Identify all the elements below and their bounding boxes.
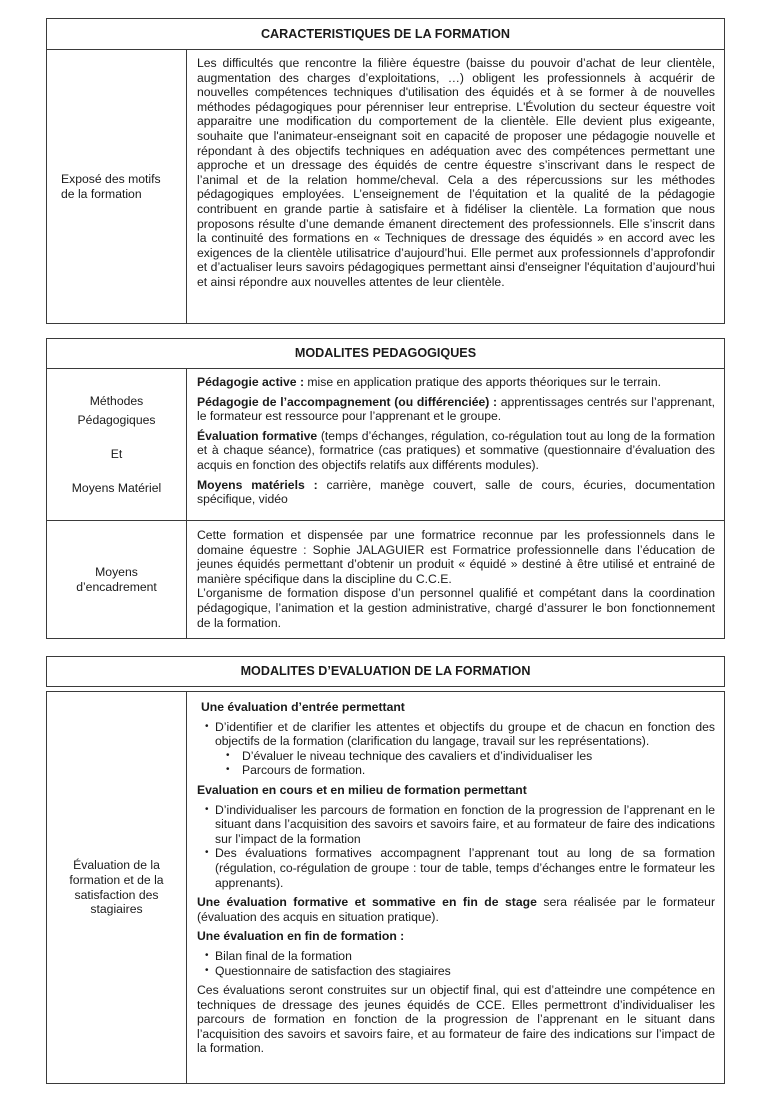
- caracteristiques-title: CARACTERISTIQUES DE LA FORMATION: [47, 19, 724, 50]
- methode-item: Évaluation formative (temps d’échanges, régulation, co-régulation tout au long de la formation et à chaque séance), formatrice (cas pratiques) et sommative (questionnaire d’évaluation des acquis en fonction des objectifs relatifs aux différents modules).: [197, 428, 715, 472]
- encadrement-text-1: Cette formation et dispensée par une formatrice reconnue par les professionnels dans le domaine équestre : Sophie JALAGUIER est Formatrice professionnelle dans l’éducation de jeunes équidés permettant d’obtenir un produit « équidé » destiné à être utilisé et entrainé de manière spécifique dans la discipline du C.C.E.: [197, 528, 715, 586]
- list-item: • D’évaluer le niveau technique des cavaliers et d’individualiser les: [197, 749, 715, 764]
- list-item: • Parcours de formation.: [197, 763, 715, 778]
- row-label-methodes: [47, 369, 187, 520]
- modalites-table: [46, 338, 725, 639]
- list-item: • Bilan final de la formation: [205, 949, 715, 964]
- table-row: [47, 692, 724, 1083]
- list-item: • D’identifier et de clarifier les attentes et objectifs du groupe et de chacun en fonction des objectifs de la formation (clarification du langage, travail sur les représentations).: [205, 720, 715, 749]
- evaluation-title: MODALITES D’EVALUATION DE LA FORMATION: [240, 664, 531, 679]
- row-label: Exposé des motifs de la formation: [47, 50, 187, 323]
- row-content: [187, 521, 724, 638]
- methode-item: Moyens matériels : carrière, manège couvert, salle de cours, écuries, documentation spécifique, vidéo: [197, 477, 716, 507]
- row-content: [187, 692, 724, 1083]
- fin-stage-paragraph: Une évaluation formative et sommative en fin de stage sera réalisée par le formateur (évaluation des acquis en situation pratique).: [197, 895, 716, 924]
- row-content: [187, 369, 724, 520]
- row-label-evaluation: Évaluation de la formation et de la satisfaction des stagiaires: [47, 692, 187, 1083]
- en-cours-list: [205, 803, 715, 891]
- label-line: Moyens Matériel: [71, 480, 162, 495]
- label-line: Pédagogiques: [77, 413, 156, 428]
- en-cours-heading: Evaluation en cours et en milieu de formation permettant: [197, 782, 527, 797]
- entree-list: [205, 720, 715, 749]
- conclusion-paragraph: Ces évaluations seront construites sur un objectif final, qui est d’atteindre une compétence en techniques de dressage des jeunes équidés de CCE. Elles permettront d’individualiser les parcours de formation en fonction de la progression de l’apprenant en le situant dans l’acquisition des savoirs et savoirs faire, et au formateur de faire des indications sur l’impact de la formation.: [197, 983, 715, 1056]
- encadrement-text-2: L’organisme de formation dispose d’un personnel qualifié et compétant dans la coordination pédagogique, l’animation et la gestion administrative, chargé d’assurer le bon fonctionnement de la formation.: [197, 586, 715, 630]
- list-item: • Questionnaire de satisfaction des stagiaires: [205, 964, 715, 979]
- fin-formation-heading: Une évaluation en fin de formation :: [197, 929, 405, 944]
- list-item: • Des évaluations formatives accompagnent l’apprenant tout au long de sa formation (régulation, co-régulation de groupe : tour de table, temps d’échanges entre le formateur les apprenants).: [205, 846, 715, 890]
- evaluation-header-box: [46, 656, 725, 687]
- caracteristiques-table: [46, 18, 725, 324]
- methode-item: Pédagogie de l’accompagnement (ou différenciée) : apprentissages centrés sur l’apprenant, le formateur est ressource pour l’apprenant et le groupe.: [197, 394, 716, 424]
- methode-item: Pédagogie active : mise en application pratique des apports théoriques sur le terrain.: [197, 375, 662, 389]
- fin-formation-list: [205, 949, 715, 978]
- label-line: Méthodes: [89, 393, 144, 408]
- row-content: [187, 50, 724, 323]
- label-line: Et: [110, 447, 123, 461]
- entree-heading: Une évaluation d’entrée permettant: [201, 700, 405, 714]
- evaluation-table: [46, 691, 725, 1084]
- modalites-title: MODALITES PEDAGOGIQUES: [47, 339, 724, 369]
- entree-sublist: [197, 749, 715, 778]
- motifs-paragraph: Les difficultés que rencontre la filière équestre (baisse du pouvoir d’achat de leur clientèle, augmentation des charges d’exploitations, …) obligent les professionnels à acquérir de nouvelles compétences techniques d'utilisation des équidés et à se former à de nouvelles méthodes pédagogiques pour pérenniser leur entreprise. L'Évolution du secteur équestre voit apparaitre une modification du comportement de la clientèle. Elle devient plus exigeante, souhaite que l'animateur-enseignant soit en capacité de proposer une pédagogie nouvelle et répondant à des objectifs techniques en adéquation avec des compétences permettant une approche et un dressage des équidés de centre équestre s’inscrivant dans le respect de l’animal et de la relation homme/cheval. Cela a des répercussions sur les méthodes pédagogiques employées. L’enseignement de l’équitation et la qualité de la pédagogie contribuent en grande partie à satisfaire et à fidéliser la clientèle. La formation que nous proposons résulte d’une demande émanent directement des professionnels. Elle s’inscrit dans la continuité des formations en « Techniques de dressage des équidés » en accord avec les exigences de la clientèle utilisatrice d’aujourd’hui. Elle permet aux professionnels d’approfondir et d’actualiser leurs savoirs pédagogiques permettant ainsi d'enseigner l'équitation d’aujourd’hui et ainsi répondre aux nouvelles attentes de leur clientèle.: [197, 56, 715, 289]
- list-item: • D’individualiser les parcours de formation en fonction de la progression de l’apprenant en le situant dans l’acquisition des savoirs et savoirs faire, et au formateur de faire des indications sur l’impact de la formation: [205, 803, 715, 847]
- row-label-encadrement: Moyens d’encadrement: [47, 521, 187, 638]
- table-row: [47, 50, 724, 323]
- table-row: [47, 369, 724, 521]
- table-row: [47, 521, 724, 638]
